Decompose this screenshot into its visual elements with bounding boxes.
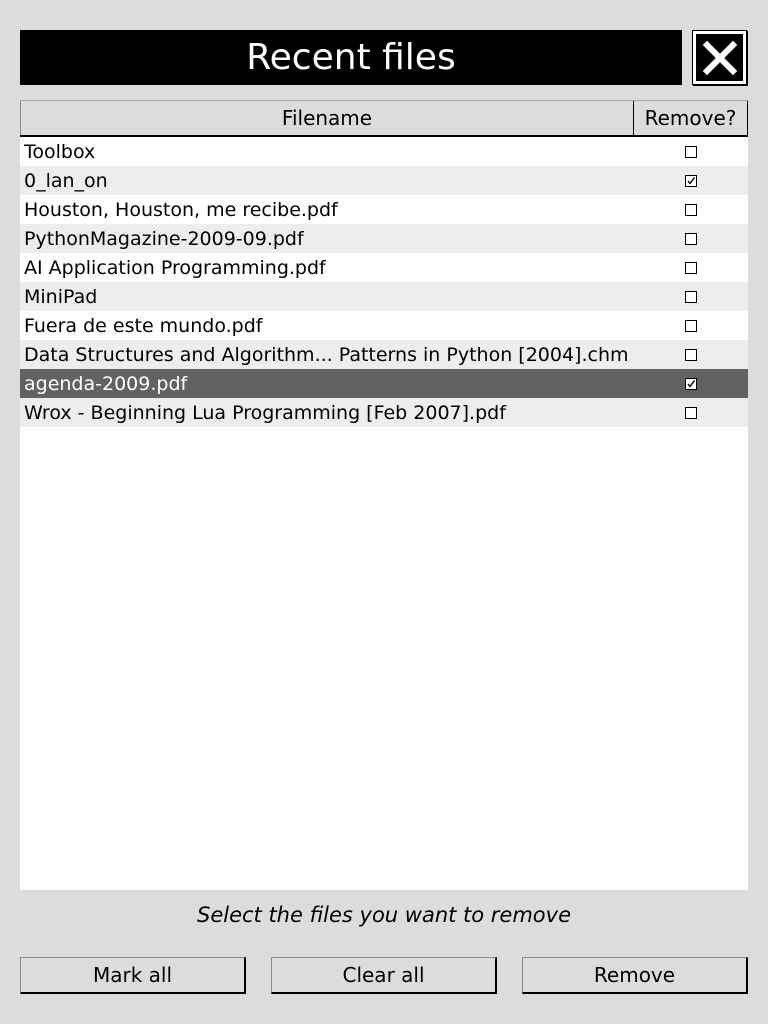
remove-cell [634, 146, 748, 158]
table-row[interactable] [20, 398, 748, 427]
remove-cell [634, 378, 748, 390]
table-row[interactable] [20, 137, 748, 166]
table-row[interactable] [20, 253, 748, 282]
checked-checkbox[interactable] [685, 378, 697, 390]
remove-column-header[interactable]: Remove? [634, 101, 748, 135]
table-row[interactable] [20, 224, 748, 253]
table-row[interactable] [20, 166, 748, 195]
unchecked-checkbox[interactable] [685, 204, 697, 216]
unchecked-checkbox[interactable] [685, 146, 697, 158]
remove-button[interactable]: Remove [522, 957, 748, 994]
filename-cell: Fuera de este mundo.pdf [24, 314, 263, 337]
filename-cell: 0_lan_on [24, 169, 108, 192]
remove-cell [634, 407, 748, 419]
unchecked-checkbox[interactable] [685, 407, 697, 419]
remove-cell [634, 349, 748, 361]
unchecked-checkbox[interactable] [685, 291, 697, 303]
table-header [20, 100, 748, 137]
unchecked-checkbox[interactable] [685, 349, 697, 361]
remove-cell [634, 320, 748, 332]
remove-cell [634, 233, 748, 245]
filename-cell: Data Structures and Algorithm... Patterns in Python [2004].chm [24, 343, 629, 366]
table-row[interactable] [20, 195, 748, 224]
filename-cell: Toolbox [24, 140, 96, 163]
recent-files-table [20, 100, 748, 890]
instruction-text: Select the files you want to remove [196, 903, 572, 927]
filename-cell: PythonMagazine-2009-09.pdf [24, 227, 304, 250]
unchecked-checkbox[interactable] [685, 233, 697, 245]
checkmark-icon [686, 176, 696, 186]
title-bar [20, 30, 682, 85]
unchecked-checkbox[interactable] [685, 320, 697, 332]
close-x-icon [696, 34, 743, 81]
mark-all-button[interactable]: Mark all [20, 957, 246, 994]
filename-cell: AI Application Programming.pdf [24, 256, 326, 279]
remove-cell [634, 204, 748, 216]
checked-checkbox[interactable] [685, 175, 697, 187]
remove-cell [634, 262, 748, 274]
remove-cell [634, 291, 748, 303]
filename-cell: agenda-2009.pdf [24, 372, 188, 395]
table-row[interactable] [20, 340, 748, 369]
filename-cell: Houston, Houston, me recibe.pdf [24, 198, 338, 221]
close-button[interactable] [692, 30, 747, 85]
filename-column-header[interactable]: Filename [20, 101, 634, 135]
table-row[interactable] [20, 311, 748, 340]
table-body [20, 137, 748, 427]
filename-cell: MiniPad [24, 285, 98, 308]
table-row[interactable] [20, 369, 748, 398]
clear-all-button[interactable]: Clear all [271, 957, 497, 994]
checkmark-icon [686, 379, 696, 389]
unchecked-checkbox[interactable] [685, 262, 697, 274]
remove-cell [634, 175, 748, 187]
table-row[interactable] [20, 282, 748, 311]
filename-cell: Wrox - Beginning Lua Programming [Feb 2007].pdf [24, 401, 506, 424]
dialog-title: Recent files [246, 36, 456, 78]
